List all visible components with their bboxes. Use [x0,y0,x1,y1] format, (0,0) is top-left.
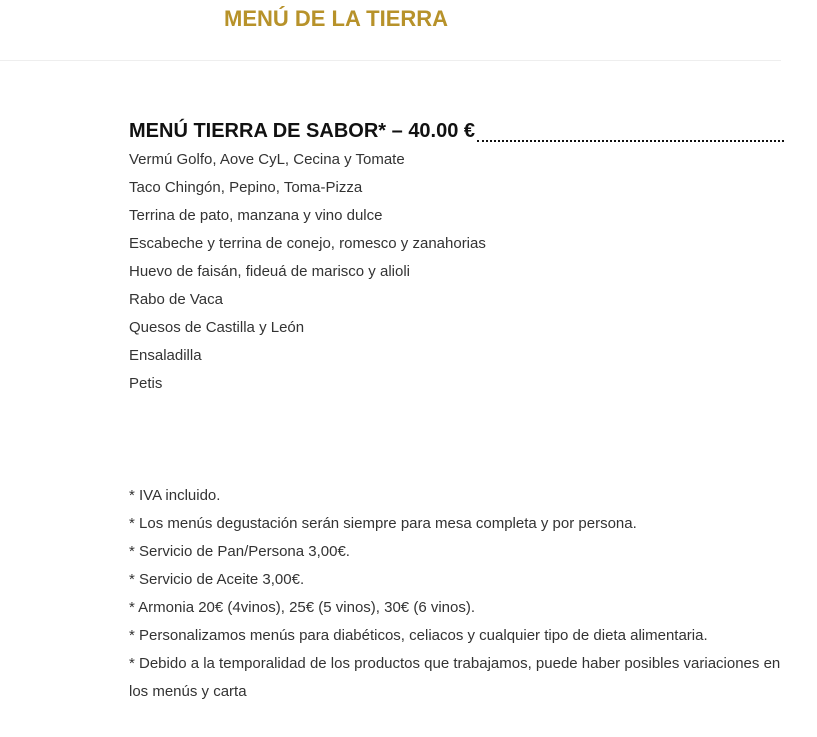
page-title: MENÚ DE LA TIERRA [224,6,449,31]
menu-notes [129,482,784,706]
menu-heading [129,115,784,143]
dish-item: Vermú Golfo, Aove CyL, Cecina y Tomate [129,151,405,168]
menu-price: 40.00 € [408,120,476,142]
menu-name: MENÚ TIERRA DE SABOR* [129,120,387,142]
note-item: * Personalizamos menús para diabéticos, celiacos y cualquier tipo de dieta alimentaria. [129,627,708,644]
note-item: * Debido a la temporalidad de los productos que trabajamos, puede haber posibles variaciones en los menús y carta [129,655,781,700]
note-item: * Armonia 20€ (4vinos), 25€ (5 vinos), 30€ (6 vinos). [129,599,476,616]
note-item: * IVA incluido. [129,487,221,504]
menu-section [129,115,784,706]
page-header [0,0,781,61]
menu-separator: – [386,120,409,142]
dish-item: Ensaladilla [129,347,202,364]
note-item: * Servicio de Pan/Persona 3,00€. [129,543,350,560]
dotted-leader [477,140,784,142]
dish-list [129,146,784,398]
dish-item: Taco Chingón, Pepino, Toma-Pizza [129,179,363,196]
dish-item: Huevo de faisán, fideuá de marisco y alioli [129,263,410,280]
dish-item: Escabeche y terrina de conejo, romesco y zanahorias [129,235,486,252]
dish-item: Petis [129,375,163,392]
dish-item: Terrina de pato, manzana y vino dulce [129,207,383,224]
note-item: * Los menús degustación serán siempre para mesa completa y por persona. [129,515,637,532]
dish-item: Quesos de Castilla y León [129,319,305,336]
note-item: * Servicio de Aceite 3,00€. [129,571,305,588]
dish-item: Rabo de Vaca [129,291,223,308]
